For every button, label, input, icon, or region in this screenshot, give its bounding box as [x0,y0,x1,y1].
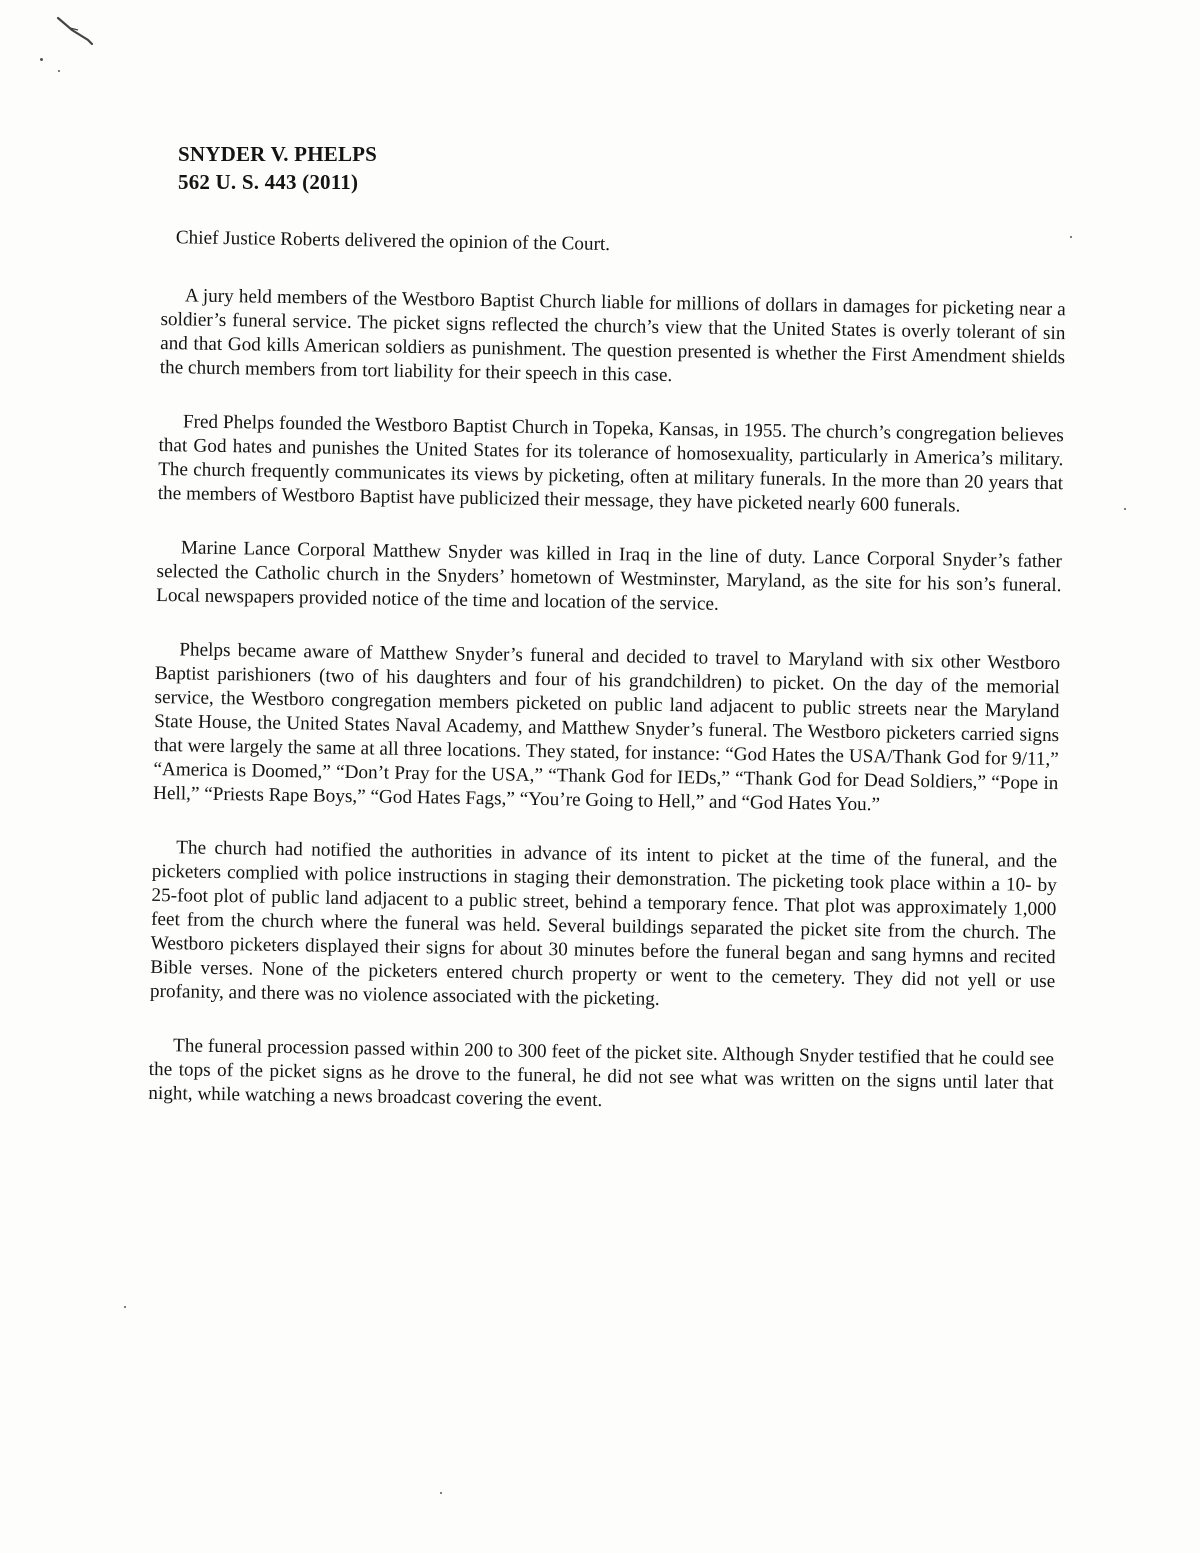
scan-speck [40,58,43,61]
paragraph: The church had notified the authorities in advance of its intent to picket at the time of the funeral, and the picketers complied with police instructions in staging their demonstration. The picketing took place within a 10- by 25-foot plot of public land adjacent to a public street, behind a temporary fence. That plot was approximately 1,000 feet from the church where the funeral was held. Several buildings separated the picket site from the church. The Westboro picketers displayed their signs for about 30 minutes before the funeral began and sang hymns and recited Bible verses. None of the picketers entered church property or went to the cemetery. They did not yell or use profanity, and there was no violence associated with the picketing. [149,837,1058,1010]
paragraph: Fred Phelps founded the Westboro Baptist Church in Topeka, Kansas, in 1955. The church’s congregation believes that God hates and punishes the United States for its tolerance of homosexuality, particularly in America’s military. The church frequently communicates its views by picketing, often at military funerals. In the more than 20 years that the members of Westboro Baptist have publicized their message, they have picketed nearly 600 funerals. [157,411,1064,517]
scan-speck [1124,508,1126,510]
case-heading [178,140,377,196]
scan-speck [440,1492,442,1494]
scan-speck [58,70,60,72]
scan-speck [1070,236,1072,238]
paragraph: The funeral procession passed within 200 to 300 feet of the picket site. Although Snyder testified that he could see the tops of the picket signs as he drove to the funeral, he did not see what was written on the signs until later that night, while watching a news broadcast covering the event. [148,1035,1055,1112]
paragraph: Phelps became aware of Matthew Snyder’s funeral and decided to travel to Maryland with six other Westboro Baptist parishioners (two of his daughters and four of his grandchildren) to picket. On the day of the memorial service, the Westboro congregation members picketed on public land adjacent to public streets near the Maryland State House, the United States Naval Academy, and Matthew Snyder’s funeral. The Westboro picketers carried signs that were largely the same at all three locations. They stated, for instance: “God Hates the USA/Thank God for 9/11,” “America is Doomed,” “Don’t Pray for the USA,” “Thank God for IEDs,” “Thank God for Dead Soldiers,” “Pope in Hell,” “Priests Rape Boys,” “God Hates Fags,” “You’re Going to Hell,” and “God Hates You.” [152,639,1061,816]
paragraph: A jury held members of the Westboro Baptist Church liable for millions of dollars in damages for picketing near a soldier’s funeral service. The picket signs reflected the church’s view that the United States is overly tolerant of sin and that God kills American soldiers as punishment. The question presented is whether the First Amendment shields the church members from tort liability for their speech in this case. [159,285,1066,387]
opinion-body [148,226,1067,1150]
opinion-intro: Chief Justice Roberts delivered the opinion of the Court. [175,227,611,256]
scan-speck [124,1306,126,1308]
scan-artifact-mark [52,16,96,48]
case-citation: 562 U. S. 443 (2011) [178,170,359,194]
paragraph: Marine Lance Corporal Matthew Snyder was killed in Iraq in the line of duty. Lance Corporal Snyder’s father selected the Catholic church in the Snyders’ hometown of Westminster, Maryland, as the site for his son’s funeral. Local newspapers provided notice of the time and location of the service. [156,537,1063,615]
case-title: SNYDER V. PHELPS [178,142,378,166]
